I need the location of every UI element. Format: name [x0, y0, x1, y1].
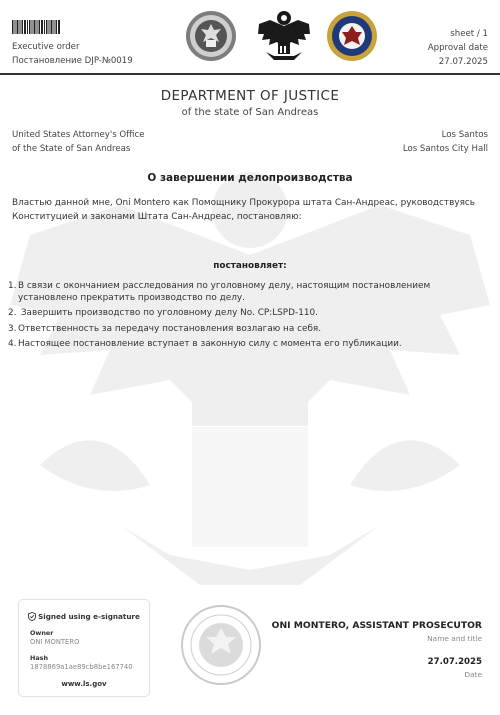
owner-value: ONI MONTERO	[30, 638, 80, 646]
signatory-name-label: Name and title	[427, 634, 482, 643]
decree-item: 1. В связи с окончанием расследования по уголовному делу, настоящим постановлением установлено прекратить производство по делу.	[8, 281, 431, 303]
sheet-info	[428, 27, 488, 69]
signatory-date-label: Date	[464, 670, 482, 679]
eagle-watermark-icon	[0, 165, 500, 605]
department-title: DEPARTMENT OF JUSTICE	[160, 88, 340, 104]
location-block	[403, 128, 488, 156]
office-line-1: United States Attorney's Office	[12, 130, 145, 140]
department-of-justice-stamp-icon	[180, 604, 262, 686]
shield-check-icon	[28, 612, 36, 621]
office-line-2: of the State of San Andreas	[12, 144, 131, 154]
order-number: Постановление DJP-№0019	[12, 56, 133, 66]
department-of-justice-seal-icon	[326, 10, 378, 62]
decree-item: 2. Завершить производство по уголовному делу No. CP:LSPD-110.	[8, 308, 318, 318]
hash-label: Hash	[30, 654, 49, 662]
website-link[interactable]: www.ls.gov	[61, 680, 107, 688]
intro-paragraph: Властью данной мне, Oni Montero как Помощнику Прокурора штата Сан-Андреас, руководствуясь Конституцией и законами Штата Сан-Андреас, постановляю:	[12, 198, 476, 222]
e-signature-heading: Signed using e-signature	[19, 612, 149, 621]
document-title: О завершении делопроизводства	[147, 172, 353, 184]
senate-seal-icon	[185, 10, 237, 62]
location-line-2: Los Santos City Hall	[402, 144, 488, 154]
e-signature-box	[18, 599, 150, 697]
decree-item: 4. Настоящее постановление вступает в законную силу с момента его публикации.	[8, 339, 402, 349]
owner-label: Owner	[30, 629, 54, 637]
sheet-number: sheet / 1	[450, 29, 488, 39]
signatory-name: ONI MONTERO, ASSISTANT PROSECUTOR	[271, 620, 482, 631]
department-subtitle: of the state of San Andreas	[181, 107, 319, 118]
decree-items	[8, 281, 478, 355]
doc-type: Executive order	[12, 42, 80, 52]
decree-heading: постановляет:	[213, 261, 287, 271]
location-line-1: Los Santos	[441, 130, 488, 140]
signatory-date: 27.07.2025	[427, 657, 482, 667]
office-block	[12, 128, 145, 156]
decree-item: 3. Ответственность за передачу постановления возлагаю на себя.	[8, 323, 322, 334]
header-divider	[0, 73, 500, 75]
order-header	[12, 40, 133, 68]
approval-date: 27.07.2025	[438, 57, 488, 67]
hash-value: 1878869a1ae89cb8be167740	[30, 663, 133, 671]
approval-label: Approval date	[427, 43, 488, 53]
eagle-emblem-icon	[256, 8, 312, 64]
barcode-icon	[12, 20, 60, 34]
